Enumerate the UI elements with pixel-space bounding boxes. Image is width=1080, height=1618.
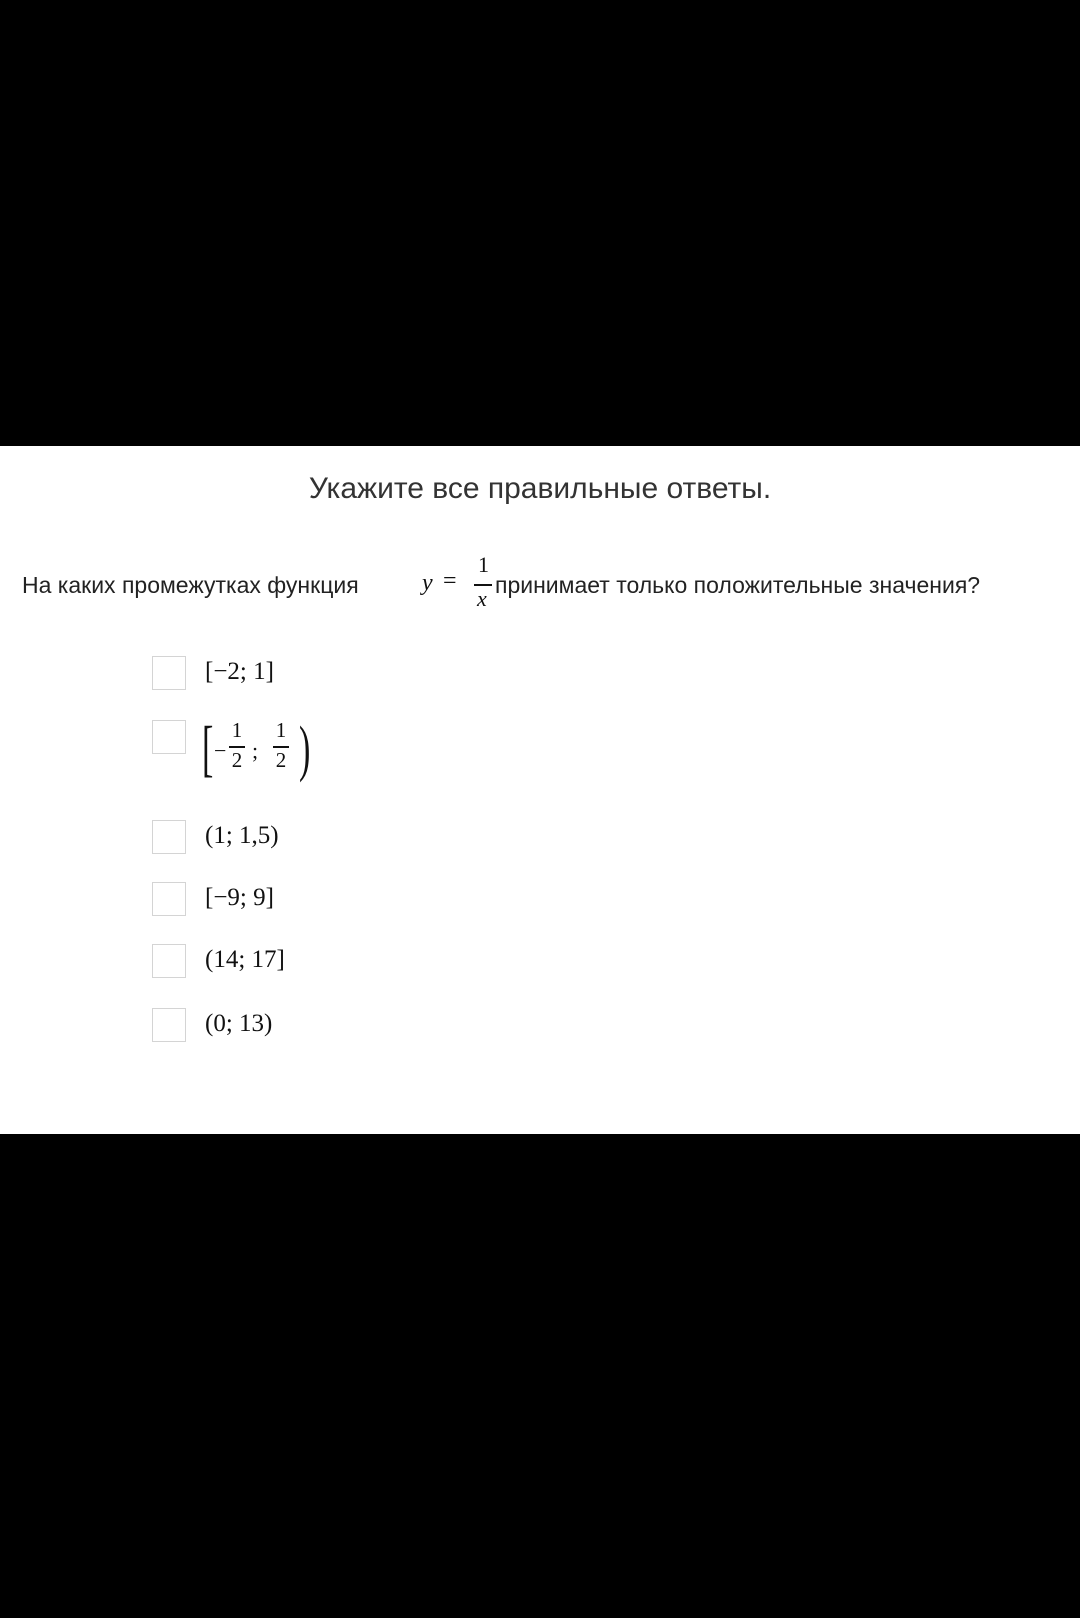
answer-label: (1; 1,5) bbox=[205, 822, 279, 849]
answer-checkbox[interactable] bbox=[152, 820, 186, 854]
interval-close-bracket: ) bbox=[299, 715, 311, 783]
answer-checkbox[interactable] bbox=[152, 882, 186, 916]
question-prefix: На каких промежутках функция bbox=[22, 572, 359, 598]
fraction-left-numerator: 1 bbox=[231, 718, 243, 742]
answer-label: [−2; 1] bbox=[205, 658, 274, 685]
minus-sign: − bbox=[214, 738, 227, 763]
question-suffix: принимает только положительные значения? bbox=[495, 572, 981, 598]
answer-checkbox[interactable] bbox=[152, 944, 186, 978]
fraction-right-denominator: 2 bbox=[275, 748, 287, 772]
answer-checkbox[interactable] bbox=[152, 1008, 186, 1042]
question-text bbox=[22, 554, 1077, 614]
top-black-bar bbox=[0, 0, 1080, 446]
interval-separator: ; bbox=[252, 738, 259, 763]
instruction-heading: Укажите все правильные ответы. bbox=[308, 472, 772, 505]
answer-checkbox[interactable] bbox=[152, 656, 186, 690]
answer-checkbox[interactable] bbox=[152, 720, 186, 754]
formula-equals: = bbox=[443, 568, 457, 594]
answer-label: [−9; 9] bbox=[205, 884, 274, 911]
question-panel bbox=[0, 446, 1080, 1134]
function-formula bbox=[422, 554, 492, 614]
interval-open-bracket: [ bbox=[202, 715, 214, 783]
formula-numerator: 1 bbox=[478, 552, 489, 577]
fraction-right-numerator: 1 bbox=[275, 718, 287, 742]
bottom-black-bar bbox=[0, 1134, 1080, 1618]
answer-label: (14; 17] bbox=[205, 946, 285, 973]
fraction-interval bbox=[202, 715, 322, 792]
formula-lhs: y bbox=[422, 570, 433, 596]
answer-label: (0; 13) bbox=[205, 1010, 273, 1037]
fraction-left-denominator: 2 bbox=[231, 748, 243, 772]
formula-denominator: x bbox=[477, 586, 487, 611]
